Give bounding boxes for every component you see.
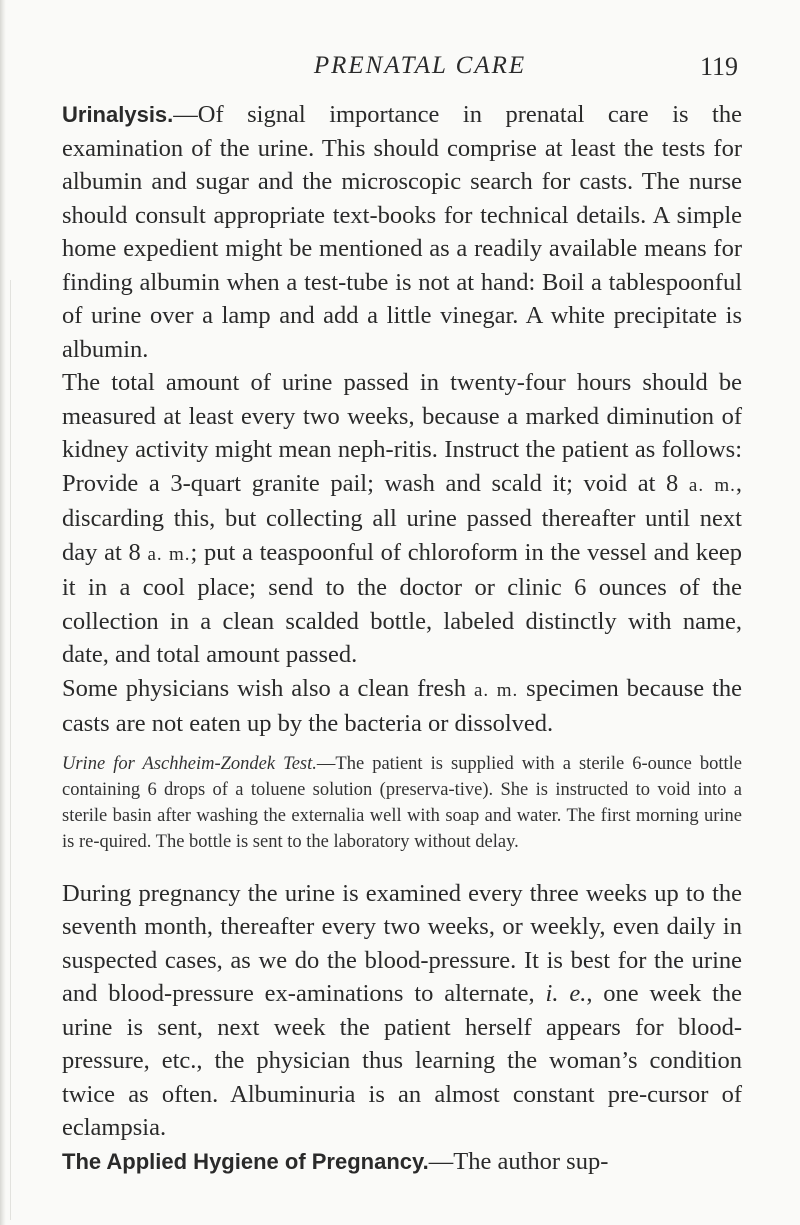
paragraph-text: The total amount of urine passed in twenty-four hours should be measured at least every two weeks, because a marked diminution of kidney activity might mean neph-ritis. Instruct the patient as follows: Provide a 3-quart granite pail; wash and scald it; void at 8 bbox=[62, 369, 742, 497]
paragraph-text: ; put a teaspoonful of chloroform in the vessel and keep it in a cool place; send to the doctor or clinic 6 ounces of the collection in a clean scalded bottle, labeled distinctly with name, date, and total amount passed. bbox=[62, 538, 742, 668]
time-abbreviation: a. m. bbox=[473, 679, 519, 701]
note-aschheim-zondek bbox=[62, 751, 742, 855]
time-abbreviation: a. m. bbox=[688, 474, 736, 496]
paragraph-urinalysis bbox=[62, 98, 742, 366]
paragraph-text: —The author sup- bbox=[428, 1147, 609, 1175]
paragraph-text: specimen because the casts are not eaten up by the bacteria or dissolved. bbox=[62, 674, 742, 737]
italic-abbreviation: i. e. bbox=[545, 980, 587, 1007]
section-heading-applied-hygiene: The Applied Hygiene of Pregnancy. bbox=[62, 1148, 429, 1174]
paragraph-text: Some physicians wish also a clean fresh bbox=[62, 674, 474, 702]
paragraph-text: —Of signal importance in prenatal care is the examination of the urine. This should comprise at least the tests for albumin and sugar and the microscopic search for casts. The nurse should consult appropriate text-books for technical details. A simple home expedient might be mentioned as a readily available means for finding albumin when a test-tube is not at hand: Boil a tablespoonful of urine over a lamp and add a little vinegar. A white precipitate is albumin. bbox=[62, 101, 742, 363]
paragraph-text: , one week the urine is sent, next week the patient herself appears for blood-pressure, etc., the physician thus learning the woman’s condition twice as often. Albuminuria is an almost constant pre-cursor of eclampsia. bbox=[62, 980, 743, 1141]
paragraph-fresh-specimen bbox=[62, 672, 742, 741]
paragraph-total-amount bbox=[62, 366, 742, 672]
page-header bbox=[100, 52, 740, 92]
page-body bbox=[62, 98, 742, 1178]
running-head: PRENATAL CARE bbox=[313, 52, 527, 79]
page-edge-line bbox=[10, 280, 11, 1220]
paragraph-text: During pregnancy the urine is examined every three weeks up to the seventh month, thereafter every two weeks, or weekly, even daily in suspected cases, as we do the blood-pressure. It is best for the urine and blood-pressure ex-aminations to alternate, bbox=[62, 879, 742, 1007]
note-text: —The patient is supplied with a sterile 6-ounce bottle containing 6 drops of a toluene solution (preserva-tive). She is instructed to void into a sterile basin after washing the externalia well with soap and water. The first morning urine is re-quired. The bottle is sent to the laboratory without delay. bbox=[62, 753, 743, 852]
time-abbreviation: a. m. bbox=[147, 543, 191, 565]
paragraph-text: , discarding this, but collecting all urine passed thereafter until next day at 8 bbox=[62, 469, 742, 566]
paragraph-during-pregnancy bbox=[62, 877, 742, 1145]
note-title: Urine for Aschheim-Zondek Test. bbox=[62, 753, 317, 774]
page-edge-shadow bbox=[0, 0, 6, 1225]
paragraph-applied-hygiene bbox=[62, 1145, 742, 1179]
section-heading-urinalysis: Urinalysis. bbox=[62, 102, 174, 127]
page-number: 119 bbox=[699, 52, 738, 81]
